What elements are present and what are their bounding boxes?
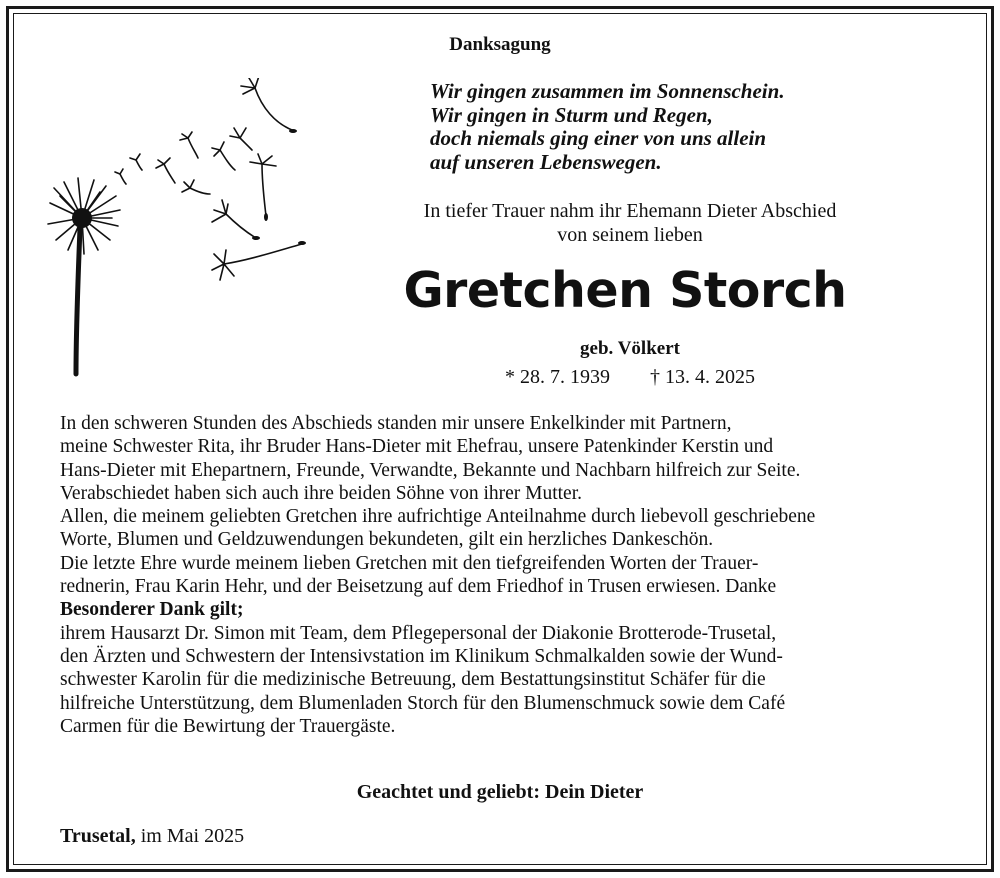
intro-line: von seinem lieben	[557, 224, 703, 246]
body-line: Allen, die meinem geliebten Gretchen ihre aufrichtige Anteilnahme durch liebevoll geschriebene	[60, 506, 816, 528]
maiden-name: geb. Völkert	[580, 338, 680, 359]
body-line: Worte, Blumen und Geldzuwendungen bekundeten, gilt ein herzliches Dankeschön.	[60, 529, 714, 551]
special-thanks-heading: Besonderer Dank gilt;	[60, 599, 244, 621]
intro-text	[380, 199, 880, 247]
body-line: hilfreiche Unterstützung, dem Blumenladen Storch für den Blumenschmuck sowie dem Café	[60, 692, 786, 714]
dandelion-icon	[40, 78, 320, 383]
body-line: den Ärzten und Schwestern der Intensivstation im Klinikum Schmalkalden sowie der Wund-	[60, 645, 783, 667]
verse-line: Wir gingen zusammen im Sonnenschein.	[430, 79, 785, 103]
closing-signature: Geachtet und geliebt: Dein Dieter	[356, 781, 644, 803]
verse	[430, 80, 785, 174]
date-line: im Mai 2025	[135, 825, 245, 847]
life-dates	[380, 366, 880, 389]
body-line: Carmen für die Bewirtung der Trauergäste.	[60, 715, 396, 737]
verse-line: Wir gingen in Sturm und Regen,	[430, 102, 713, 127]
place-date	[60, 825, 244, 848]
verse-line: doch niemals ging einer von uns allein	[430, 126, 767, 150]
body-line: In den schweren Stunden des Abschieds standen mir unsere Enkelkinder mit Partnern,	[60, 413, 732, 434]
body-line: ihrem Hausarzt Dr. Simon mit Team, dem Pflegepersonal der Diakonie Brotterode-Trusetal,	[60, 622, 777, 644]
body-text	[60, 412, 960, 738]
death-date: † 13. 4. 2025	[650, 366, 755, 388]
body-line: rednerin, Frau Karin Hehr, und der Beisetzung auf dem Friedhof in Trusen erwiesen. Danke	[60, 576, 777, 598]
birth-date: * 28. 7. 1939	[505, 366, 610, 388]
body-line: schwester Karolin für die medizinische Betreuung, dem Bestattungsinstitut Schäfer für die	[60, 669, 766, 691]
body-line: meine Schwester Rita, ihr Bruder Hans-Dieter mit Ehefrau, unsere Patenkinder Kerstin und	[60, 436, 774, 458]
place-name: Trusetal,	[60, 825, 136, 847]
body-line: Die letzte Ehre wurde meinem lieben Gretchen mit den tiefgreifenden Worten der Trauer-	[60, 552, 759, 574]
intro-line: In tiefer Trauer nahm ihr Ehemann Dieter Abschied	[423, 200, 837, 222]
heading: Danksagung	[449, 34, 551, 55]
deceased-name: Gretchen Storch	[403, 262, 847, 319]
verse-line: auf unseren Lebenswegen.	[430, 149, 662, 174]
body-line: Hans-Dieter mit Ehepartnern, Freunde, Verwandte, Bekannte und Nachbarn hilfreich zur Seite.	[60, 459, 801, 481]
body-line: Verabschiedet haben sich auch ihre beiden Söhne von ihrer Mutter.	[60, 482, 582, 504]
